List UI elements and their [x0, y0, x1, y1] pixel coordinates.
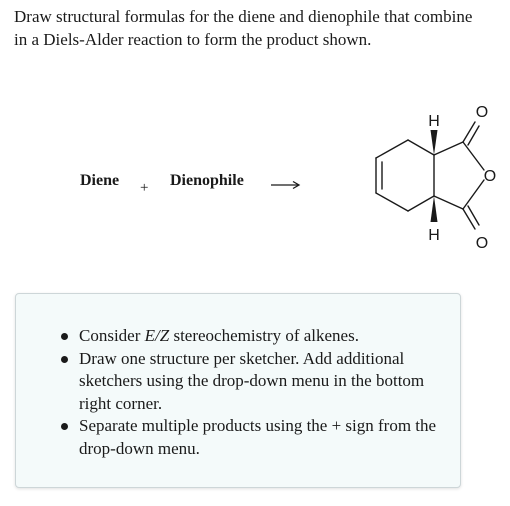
oxygen-carbonyl-top-label: O	[475, 104, 489, 121]
hint-1-italic: E/Z	[144, 326, 170, 345]
ring-bond	[376, 140, 408, 158]
question-text: Draw structural formulas for the diene and dienophile that combine in a Diels-Alder reaction to form the product shown.	[14, 7, 473, 49]
plus-sign: +	[140, 180, 149, 196]
bullet-icon	[61, 333, 68, 340]
diene-label: Diene	[80, 172, 120, 189]
wedge-bond-bottom	[431, 196, 438, 222]
product-structure	[360, 100, 500, 260]
carbonyl-bond	[468, 206, 479, 225]
list-item	[56, 348, 456, 416]
carbonyl-bond	[463, 122, 475, 142]
reaction-arrow-icon	[270, 180, 302, 190]
anhydride-bond	[463, 142, 484, 170]
hint-2-text: Draw one structure per sketcher. Add additional sketchers using the drop-down menu in the bottom right corner.	[79, 348, 425, 413]
list-item	[56, 325, 456, 348]
ring-bond	[376, 193, 408, 211]
dienophile-label: Dienophile	[170, 172, 244, 189]
carbonyl-bond	[463, 209, 475, 229]
hydrogen-bottom-label: H	[428, 227, 440, 244]
list-item	[56, 415, 456, 460]
ring-bond	[408, 196, 434, 211]
carbonyl-bond	[468, 126, 479, 145]
wedge-bond-top	[431, 130, 438, 155]
instructions-list	[56, 325, 456, 460]
reaction-scheme	[0, 100, 510, 270]
oxygen-carbonyl-bottom-label: O	[475, 235, 489, 252]
anhydride-bond	[434, 196, 463, 209]
ring-bond	[408, 140, 434, 155]
hint-3-text: Separate multiple products using the + sign from the drop-down menu.	[79, 416, 437, 458]
hint-1-prefix: Consider	[79, 326, 145, 345]
anhydride-bond	[463, 180, 484, 209]
bullet-icon	[61, 356, 68, 363]
anhydride-bond	[434, 142, 463, 155]
bullet-icon	[61, 423, 68, 430]
instructions-box	[15, 293, 461, 488]
oxygen-ring-label: O	[483, 168, 497, 185]
hydrogen-top-label: H	[428, 113, 440, 130]
hint-1-suffix: stereochemistry of alkenes.	[169, 326, 359, 345]
